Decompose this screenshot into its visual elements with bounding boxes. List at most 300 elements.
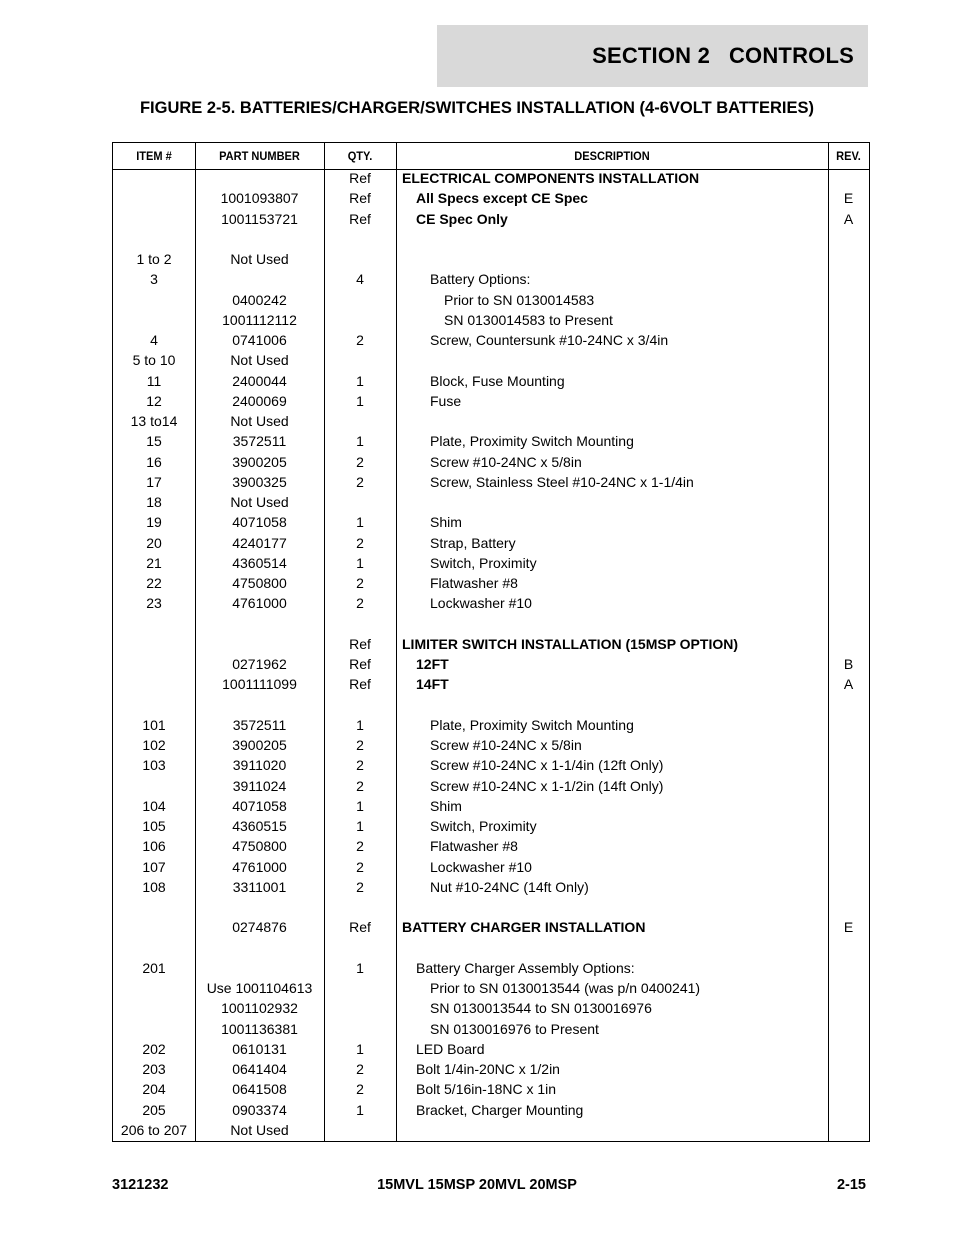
description-cell bbox=[402, 229, 827, 249]
quantity-cell: 1 bbox=[356, 554, 364, 571]
table-row bbox=[113, 1100, 869, 1120]
table-row bbox=[113, 796, 869, 816]
part-number-cell: 4750800 bbox=[232, 838, 287, 855]
description-cell: Bolt 5/16in-18NC x 1in bbox=[416, 1081, 557, 1098]
part-number-cell bbox=[195, 695, 324, 715]
item-number-cell bbox=[113, 695, 195, 715]
item-number-cell bbox=[113, 168, 195, 188]
description-cell: Switch, Proximity bbox=[430, 818, 537, 834]
table-row bbox=[113, 917, 869, 937]
item-number-cell: 203 bbox=[142, 1061, 166, 1077]
table-row bbox=[113, 492, 869, 512]
description-cell: Lockwasher #10 bbox=[430, 858, 532, 875]
table-row bbox=[113, 695, 869, 715]
part-number-cell: 3911020 bbox=[232, 757, 287, 774]
part-number-cell: 4360514 bbox=[232, 554, 287, 571]
revision-cell bbox=[828, 776, 869, 796]
description-cell: Screw #10-24NC x 1-1/2in (14ft Only) bbox=[430, 777, 664, 794]
table-row bbox=[113, 249, 869, 269]
part-number-cell: 3900205 bbox=[232, 737, 287, 753]
part-number-cell bbox=[195, 938, 324, 958]
item-number-cell bbox=[113, 998, 195, 1018]
table-row bbox=[113, 897, 869, 917]
quantity-cell: 2 bbox=[356, 878, 364, 895]
part-number-cell: 1001153721 bbox=[221, 210, 298, 227]
table-row bbox=[113, 958, 869, 978]
quantity-cell: 2 bbox=[356, 858, 364, 875]
revision-cell bbox=[828, 350, 869, 370]
table-row bbox=[113, 553, 869, 573]
quantity-cell bbox=[324, 411, 396, 431]
item-number-cell: 16 bbox=[146, 453, 162, 470]
description-cell: LED Board bbox=[416, 1040, 485, 1057]
table-row bbox=[113, 776, 869, 796]
table-row bbox=[113, 998, 869, 1018]
description-cell bbox=[402, 695, 827, 715]
model-names: 15MVL 15MSP 20MVL 20MSP bbox=[377, 1177, 577, 1193]
item-number-cell: 106 bbox=[142, 838, 166, 855]
table-row bbox=[113, 634, 869, 654]
revision-cell bbox=[828, 553, 869, 573]
table-row bbox=[113, 1059, 869, 1079]
table-row bbox=[113, 350, 869, 370]
table-row bbox=[113, 654, 869, 674]
part-number-cell: 1001111099 bbox=[222, 676, 297, 693]
part-number-cell: 0400242 bbox=[232, 291, 287, 308]
description-cell: Plate, Proximity Switch Mounting bbox=[430, 716, 634, 733]
item-number-cell bbox=[113, 614, 195, 634]
item-number-cell: 204 bbox=[142, 1081, 166, 1098]
part-number-cell: 3900205 bbox=[232, 453, 287, 470]
description-cell: Shim bbox=[430, 514, 462, 531]
quantity-cell: 2 bbox=[356, 453, 364, 470]
quantity-cell: 2 bbox=[356, 1061, 364, 1077]
document-number: 3121232 bbox=[112, 1177, 169, 1193]
item-number-cell: 102 bbox=[142, 737, 166, 753]
description-cell: Screw #10-24NC x 5/8in bbox=[430, 453, 582, 470]
quantity-cell: Ref bbox=[349, 635, 371, 652]
part-number-cell: 3572511 bbox=[232, 433, 287, 450]
part-number-cell: 1001136381 bbox=[221, 1020, 298, 1037]
quantity-cell bbox=[324, 290, 396, 310]
item-number-cell: 108 bbox=[142, 878, 166, 895]
part-number-cell bbox=[195, 634, 324, 654]
item-number-cell bbox=[113, 188, 195, 208]
column-header-rev: REV. bbox=[836, 149, 861, 163]
table-row bbox=[113, 715, 869, 735]
item-number-cell bbox=[113, 310, 195, 330]
quantity-cell: 2 bbox=[356, 595, 364, 612]
part-number-cell: 4761000 bbox=[232, 858, 287, 875]
table-row bbox=[113, 755, 869, 775]
description-cell: Switch, Proximity bbox=[430, 554, 537, 571]
table-row bbox=[113, 290, 869, 310]
part-number-cell: 0741006 bbox=[232, 332, 287, 348]
table-row bbox=[113, 978, 869, 998]
description-cell: Nut #10-24NC (14ft Only) bbox=[430, 878, 589, 895]
revision-cell bbox=[828, 958, 869, 978]
item-number-cell: 17 bbox=[146, 473, 162, 490]
part-number-cell: 4071058 bbox=[232, 514, 287, 531]
item-number-cell bbox=[113, 917, 195, 937]
part-number-cell: 0641508 bbox=[232, 1081, 287, 1098]
item-number-cell: 105 bbox=[142, 818, 166, 834]
table-row bbox=[113, 452, 869, 472]
revision-cell bbox=[828, 978, 869, 998]
part-number-cell: 0274876 bbox=[232, 919, 287, 936]
part-number-cell: 2400069 bbox=[232, 392, 287, 409]
description-cell: Screw #10-24NC x 1-1/4in (12ft Only) bbox=[430, 757, 664, 774]
item-number-cell: 202 bbox=[142, 1040, 166, 1057]
table-row bbox=[113, 593, 869, 613]
revision-cell bbox=[828, 229, 869, 249]
revision-cell bbox=[828, 634, 869, 654]
item-number-cell: 11 bbox=[146, 372, 162, 389]
quantity-cell: 2 bbox=[356, 575, 364, 591]
item-number-cell: 22 bbox=[146, 575, 162, 591]
page-number: 2-15 bbox=[836, 1177, 866, 1193]
item-number-cell: 201 bbox=[142, 959, 166, 976]
item-number-cell: 107 bbox=[142, 858, 166, 875]
revision-cell bbox=[828, 411, 869, 431]
table-row bbox=[113, 209, 869, 229]
part-number-cell bbox=[195, 614, 324, 634]
revision-cell bbox=[828, 1100, 869, 1120]
quantity-cell bbox=[324, 1019, 396, 1039]
revision-cell bbox=[828, 857, 869, 877]
table-row bbox=[113, 391, 869, 411]
table-row bbox=[113, 168, 869, 188]
part-number-cell: 0271962 bbox=[232, 656, 287, 672]
column-header-description: DESCRIPTION bbox=[574, 149, 650, 163]
description-cell bbox=[402, 492, 827, 512]
item-number-cell bbox=[113, 897, 195, 917]
revision-cell: B bbox=[843, 656, 854, 672]
item-number-cell: 3 bbox=[150, 271, 158, 288]
quantity-cell: 2 bbox=[356, 1081, 364, 1098]
quantity-cell bbox=[324, 1120, 396, 1140]
revision-cell bbox=[828, 1039, 869, 1059]
quantity-cell bbox=[324, 229, 396, 249]
revision-cell bbox=[828, 593, 869, 613]
table-row bbox=[113, 1120, 869, 1140]
item-number-cell bbox=[113, 938, 195, 958]
part-number-cell: 0641404 bbox=[232, 1061, 287, 1077]
item-number-cell bbox=[113, 229, 195, 249]
revision-cell bbox=[828, 573, 869, 593]
quantity-cell: 1 bbox=[356, 959, 364, 976]
quantity-cell: 1 bbox=[356, 818, 364, 834]
quantity-cell bbox=[324, 978, 396, 998]
item-number-cell: 206 to 207 bbox=[120, 1121, 188, 1138]
revision-cell bbox=[828, 290, 869, 310]
part-number-cell bbox=[195, 269, 324, 289]
revision-cell bbox=[828, 1079, 869, 1099]
description-cell: Flatwasher #8 bbox=[430, 838, 518, 855]
part-number-cell: Not Used bbox=[230, 251, 289, 267]
table-row bbox=[113, 1019, 869, 1039]
item-number-cell: 1 to 2 bbox=[136, 251, 172, 267]
revision-cell bbox=[828, 715, 869, 735]
description-cell: Battery Charger Assembly Options: bbox=[416, 959, 635, 976]
table-row bbox=[113, 310, 869, 330]
description-cell: Flatwasher #8 bbox=[430, 575, 518, 591]
quantity-cell: 1 bbox=[356, 716, 364, 733]
item-number-cell: 19 bbox=[146, 514, 162, 531]
quantity-cell: Ref bbox=[349, 656, 371, 672]
quantity-cell: Ref bbox=[349, 210, 371, 227]
part-number-cell: 0610131 bbox=[232, 1040, 287, 1057]
revision-cell bbox=[828, 1059, 869, 1079]
item-number-cell bbox=[113, 654, 195, 674]
revision-cell bbox=[828, 533, 869, 553]
revision-cell bbox=[828, 938, 869, 958]
revision-cell bbox=[828, 492, 869, 512]
description-cell: All Specs except CE Spec bbox=[416, 190, 588, 207]
revision-cell bbox=[828, 431, 869, 451]
revision-cell bbox=[828, 897, 869, 917]
part-number-cell: 1001102932 bbox=[221, 1000, 298, 1017]
part-number-cell: Not Used bbox=[230, 413, 289, 429]
quantity-cell: 1 bbox=[356, 1101, 364, 1118]
description-cell bbox=[402, 350, 827, 370]
quantity-cell: 2 bbox=[356, 777, 364, 794]
revision-cell bbox=[828, 614, 869, 634]
description-cell bbox=[402, 614, 827, 634]
table-row bbox=[113, 533, 869, 553]
revision-cell: A bbox=[843, 210, 854, 227]
table-row bbox=[113, 1079, 869, 1099]
quantity-cell: Ref bbox=[349, 170, 371, 186]
quantity-cell: Ref bbox=[349, 676, 371, 693]
part-number-cell: 2400044 bbox=[232, 372, 287, 389]
quantity-cell bbox=[324, 350, 396, 370]
description-cell bbox=[402, 249, 827, 269]
quantity-cell: 2 bbox=[356, 332, 364, 348]
part-number-cell: 3311001 bbox=[232, 878, 287, 895]
table-row bbox=[113, 431, 869, 451]
description-cell: SN 0130013544 to SN 0130016976 bbox=[430, 1000, 652, 1017]
item-number-cell: 4 bbox=[150, 332, 158, 348]
revision-cell bbox=[828, 1120, 869, 1140]
table-row bbox=[113, 188, 869, 208]
description-cell bbox=[402, 1120, 827, 1140]
part-number-cell: 4750800 bbox=[232, 575, 287, 591]
table-row bbox=[113, 411, 869, 431]
quantity-cell bbox=[324, 938, 396, 958]
item-number-cell: 5 to 10 bbox=[132, 352, 176, 369]
part-number-cell: 3900325 bbox=[232, 473, 287, 490]
quantity-cell bbox=[324, 492, 396, 512]
table-row bbox=[113, 472, 869, 492]
item-number-cell bbox=[113, 776, 195, 796]
revision-cell bbox=[828, 512, 869, 532]
item-number-cell: 205 bbox=[142, 1101, 166, 1118]
item-number-cell: 103 bbox=[142, 757, 166, 774]
quantity-cell: 1 bbox=[356, 797, 364, 814]
revision-cell bbox=[828, 168, 869, 188]
part-number-cell: Not Used bbox=[230, 494, 289, 510]
item-number-cell: 18 bbox=[146, 494, 162, 510]
revision-cell bbox=[828, 877, 869, 897]
part-number-cell: Use 1001104613 bbox=[206, 980, 313, 996]
revision-cell bbox=[828, 310, 869, 330]
part-number-cell: Not Used bbox=[230, 1121, 289, 1138]
part-number-cell: 3911024 bbox=[232, 777, 287, 794]
description-cell: Prior to SN 0130013544 (was p/n 0400241) bbox=[430, 980, 701, 996]
description-cell: SN 0130016976 to Present bbox=[430, 1020, 599, 1037]
item-number-cell bbox=[113, 978, 195, 998]
revision-cell bbox=[828, 1019, 869, 1039]
section-header-banner bbox=[437, 25, 868, 87]
part-number-cell: 4360515 bbox=[232, 818, 287, 834]
table-row bbox=[113, 877, 869, 897]
item-number-cell: 15 bbox=[146, 433, 162, 450]
item-number-cell: 12 bbox=[146, 392, 162, 409]
part-number-cell: 4761000 bbox=[232, 595, 287, 612]
revision-cell: E bbox=[843, 190, 854, 207]
revision-cell bbox=[828, 330, 869, 350]
table-row bbox=[113, 512, 869, 532]
quantity-cell bbox=[324, 897, 396, 917]
section-title: SECTION 2 CONTROLS bbox=[592, 43, 854, 68]
quantity-cell bbox=[324, 695, 396, 715]
description-cell: BATTERY CHARGER INSTALLATION bbox=[402, 919, 646, 936]
description-cell bbox=[402, 897, 827, 917]
quantity-cell: 1 bbox=[356, 514, 364, 531]
revision-cell bbox=[828, 249, 869, 269]
revision-cell bbox=[828, 269, 869, 289]
description-cell: Block, Fuse Mounting bbox=[430, 372, 565, 389]
description-cell: 14FT bbox=[416, 676, 449, 693]
revision-cell bbox=[828, 695, 869, 715]
description-cell: LIMITER SWITCH INSTALLATION (15MSP OPTION) bbox=[402, 635, 738, 652]
description-cell: Bolt 1/4in-20NC x 1/2in bbox=[416, 1061, 560, 1077]
quantity-cell: 2 bbox=[356, 473, 364, 490]
item-number-cell bbox=[113, 1019, 195, 1039]
description-cell bbox=[402, 938, 827, 958]
quantity-cell: 1 bbox=[356, 372, 364, 389]
revision-cell: E bbox=[843, 919, 854, 936]
description-cell: Bracket, Charger Mounting bbox=[416, 1101, 584, 1118]
description-cell: Plate, Proximity Switch Mounting bbox=[430, 433, 634, 450]
part-number-cell: 4240177 bbox=[232, 534, 287, 551]
part-number-cell: 3572511 bbox=[232, 716, 287, 733]
quantity-cell: 4 bbox=[356, 271, 364, 288]
description-cell: Strap, Battery bbox=[430, 534, 516, 551]
revision-cell bbox=[828, 755, 869, 775]
item-number-cell: 101 bbox=[142, 716, 166, 733]
table-row bbox=[113, 573, 869, 593]
item-number-cell bbox=[113, 290, 195, 310]
part-number-cell: 1001112112 bbox=[222, 311, 297, 328]
quantity-cell: 1 bbox=[356, 433, 364, 450]
description-cell: Screw, Countersunk #10-24NC x 3/4in bbox=[430, 332, 669, 348]
revision-cell bbox=[828, 472, 869, 492]
table-row bbox=[113, 674, 869, 694]
revision-cell bbox=[828, 816, 869, 836]
item-number-cell: 23 bbox=[146, 595, 162, 612]
part-number-cell bbox=[195, 958, 324, 978]
quantity-cell: 1 bbox=[356, 392, 364, 409]
table-row bbox=[113, 857, 869, 877]
table-row bbox=[113, 735, 869, 755]
part-number-cell bbox=[195, 229, 324, 249]
item-number-cell: 20 bbox=[146, 534, 162, 551]
quantity-cell: 2 bbox=[356, 838, 364, 855]
part-number-cell bbox=[195, 897, 324, 917]
parts-table bbox=[112, 142, 870, 1142]
quantity-cell bbox=[324, 249, 396, 269]
table-row bbox=[113, 229, 869, 249]
description-cell: 12FT bbox=[416, 656, 449, 672]
table-row bbox=[113, 330, 869, 350]
quantity-cell bbox=[324, 310, 396, 330]
description-cell: SN 0130014583 to Present bbox=[444, 311, 613, 328]
item-number-cell: 104 bbox=[142, 797, 166, 814]
revision-cell bbox=[828, 735, 869, 755]
description-cell: Shim bbox=[430, 797, 462, 814]
column-header-item: ITEM # bbox=[136, 149, 172, 163]
description-cell bbox=[402, 411, 827, 431]
table-row bbox=[113, 269, 869, 289]
description-cell: ELECTRICAL COMPONENTS INSTALLATION bbox=[402, 170, 700, 186]
part-number-cell: Not Used bbox=[230, 352, 289, 369]
quantity-cell: 2 bbox=[356, 737, 364, 753]
part-number-cell: 1001093807 bbox=[220, 190, 299, 207]
quantity-cell bbox=[324, 614, 396, 634]
description-cell: Screw, Stainless Steel #10-24NC x 1-1/4in bbox=[430, 473, 694, 490]
revision-cell bbox=[828, 998, 869, 1018]
description-cell: CE Spec Only bbox=[416, 210, 508, 227]
description-cell: Screw #10-24NC x 5/8in bbox=[430, 737, 582, 753]
description-cell: Battery Options: bbox=[430, 271, 531, 288]
column-header-qty: QTY. bbox=[347, 149, 373, 163]
item-number-cell bbox=[113, 674, 195, 694]
revision-cell bbox=[828, 452, 869, 472]
revision-cell: A bbox=[843, 676, 854, 693]
quantity-cell: 2 bbox=[356, 534, 364, 551]
table-row bbox=[113, 816, 869, 836]
revision-cell bbox=[828, 391, 869, 411]
item-number-cell: 21 bbox=[146, 554, 162, 571]
revision-cell bbox=[828, 796, 869, 816]
part-number-cell: 0903374 bbox=[232, 1101, 287, 1118]
table-row bbox=[113, 836, 869, 856]
part-number-cell bbox=[195, 168, 324, 188]
quantity-cell: 1 bbox=[356, 1040, 364, 1057]
table-row bbox=[113, 614, 869, 634]
item-number-cell bbox=[113, 634, 195, 654]
quantity-cell: 2 bbox=[356, 757, 364, 774]
table-row bbox=[113, 1039, 869, 1059]
description-cell: Lockwasher #10 bbox=[430, 595, 532, 612]
revision-cell bbox=[828, 836, 869, 856]
revision-cell bbox=[828, 371, 869, 391]
table-row bbox=[113, 371, 869, 391]
table-row bbox=[113, 938, 869, 958]
quantity-cell: Ref bbox=[349, 190, 371, 207]
column-header-part-number: PART NUMBER bbox=[219, 149, 300, 163]
figure-title: FIGURE 2-5. BATTERIES/CHARGER/SWITCHES INSTALLATION (4-6VOLT BATTERIES) bbox=[139, 99, 815, 117]
item-number-cell: 13 to14 bbox=[130, 413, 178, 429]
item-number-cell bbox=[113, 209, 195, 229]
part-number-cell: 4071058 bbox=[232, 797, 287, 814]
description-cell: Prior to SN 0130014583 bbox=[444, 291, 595, 308]
description-cell: Fuse bbox=[430, 392, 462, 409]
quantity-cell bbox=[324, 998, 396, 1018]
quantity-cell: Ref bbox=[349, 919, 371, 936]
